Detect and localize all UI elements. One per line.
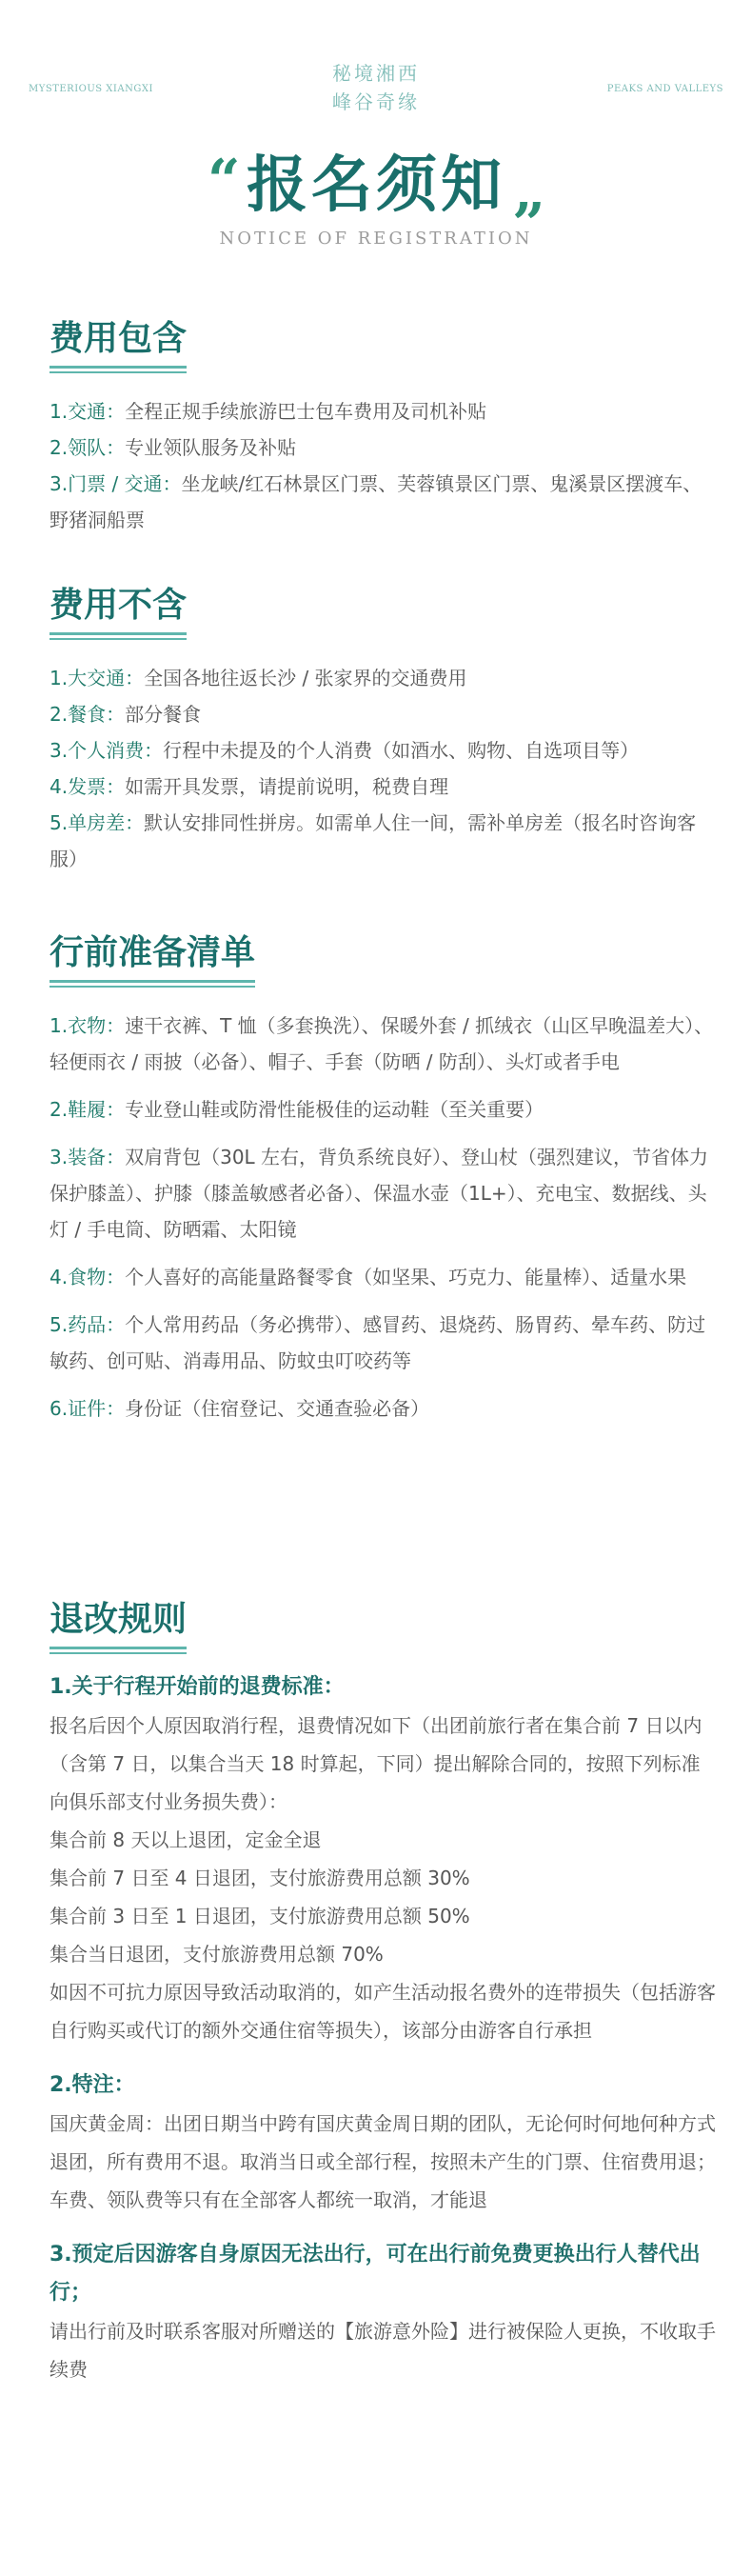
list-item <box>49 732 716 769</box>
list-item <box>49 805 716 877</box>
item-text: 个人喜好的高能量路餐零食（如坚果、巧克力、能量棒）、适量水果 <box>125 1266 687 1288</box>
item-text: 部分餐食 <box>125 703 202 726</box>
refund-line: 集合前 8 天以上退团，定金全退 <box>49 1828 322 1851</box>
item-text: 身份证（住宿登记、交通查验必备） <box>125 1397 430 1420</box>
item-label: 3.门票 / 交通： <box>49 472 182 495</box>
refund-paragraph-4: 请出行前及时联系客服对所赠送的【旅游意外险】进行被保险人更换，不收取手续费 <box>49 2320 716 2381</box>
section-fees-included <box>49 314 716 538</box>
refund-paragraph-3: 国庆黄金周：出团日期当中跨有国庆黄金周日期的团队，无论何时何地何种方式退团，所有费用不退。取消当日或全部行程，按照未产生的门票、住宿费用退；车费、领队费等只有在全部客人都统一取消，才能退 <box>49 2112 716 2211</box>
item-text: 全程正规手续旅游巴士包车费用及司机补贴 <box>125 400 487 423</box>
list-item <box>49 660 716 696</box>
section-fees-excluded <box>49 581 716 877</box>
item-text: 个人常用药品（务必携带）、感冒药、退烧药、肠胃药、晕车药、防过敏药、创可贴、消毒用品、防蚊虫叮咬药等 <box>49 1313 706 1372</box>
list-item <box>49 1259 716 1295</box>
item-label: 1.衣物： <box>49 1014 126 1037</box>
list-item <box>49 1091 716 1128</box>
item-label: 4.食物： <box>49 1266 126 1288</box>
header-left-english: MYSTERIOUS XIANGXI <box>29 84 153 94</box>
refund-line: 集合前 7 日至 4 日退团，支付旅游费用总额 30% <box>49 1867 470 1889</box>
refund-paragraph-1: 报名后因个人原因取消行程，退费情况如下（出团前旅行者在集合前 7 日以内（含第 7 日，以集合当天 18 时算起，下同）提出解除合同的，按照下列标准向俱乐部支付业务损失费）： <box>49 1714 703 1813</box>
item-text: 双肩背包（30L 左右，背负系统良好）、登山杖（强烈建议，节省体力保护膝盖）、护膝（膝盖敏感者必备）、保温水壶（1L+）、充电宝、数据线、头灯 / 手电筒、防晒霜、太阳镜 <box>49 1146 709 1241</box>
section-refund-rules <box>49 1595 716 2388</box>
refund-subheading-2: 2.特注： <box>49 2073 135 2097</box>
list-item <box>49 1307 716 1379</box>
header-center-line1: 秘境湘西 <box>332 62 420 85</box>
item-text: 如需开具发票，请提前说明，税费自理 <box>125 775 449 798</box>
item-label: 1.交通： <box>49 400 126 423</box>
list-item <box>49 696 716 732</box>
item-text: 坐龙峡/红石林景区门票、芙蓉镇景区门票、鬼溪景区摆渡车、野猪洞船票 <box>49 472 703 531</box>
refund-subheading-1: 1.关于行程开始前的退费标准： <box>49 1675 345 1699</box>
refund-paragraph-2: 如因不可抗力原因导致活动取消的，如产生活动报名费外的连带损失（包括游客自行购买或代订的额外交通住宿等损失），该部分由游客自行承担 <box>49 1981 716 2042</box>
list-item <box>49 1390 716 1427</box>
refund-subheading-3: 3.预定后因游客自身原因无法出行，可在出行前免费更换出行人替代出行； <box>49 2243 701 2305</box>
list-item <box>49 1008 716 1080</box>
item-label: 2.餐食： <box>49 703 126 726</box>
section-preparation-checklist <box>49 929 716 1438</box>
item-text: 专业登山鞋或防滑性能极佳的运动鞋（至关重要） <box>125 1098 544 1121</box>
header-right-english: PEAKS AND VALLEYS <box>606 84 723 94</box>
item-text: 速干衣裤、T 恤（多套换洗）、保暖外套 / 抓绒衣（山区早晚温差大）、轻便雨衣 / 雨披（必备）、帽子、手套（防晒 / 防刮）、头灯或者手电 <box>49 1014 714 1073</box>
page-title: 报名须知 <box>247 150 505 221</box>
list-item <box>49 769 716 805</box>
title-block <box>0 143 752 258</box>
section-heading: 费用包含 <box>49 314 187 369</box>
item-label: 6.证件： <box>49 1397 126 1420</box>
checklist-list <box>49 1008 716 1427</box>
list-item <box>49 466 716 538</box>
item-text: 默认安排同性拼房。如需单人住一间，需补单房差（报名时咨询客服） <box>49 811 697 870</box>
included-list <box>49 393 716 538</box>
close-quote-mark: ” <box>512 191 545 258</box>
page-subtitle: NOTICE OF REGISTRATION <box>219 229 533 249</box>
item-text: 行程中未提及的个人消费（如酒水、购物、自选项目等） <box>163 739 640 762</box>
item-text: 全国各地往返长沙 / 张家界的交通费用 <box>144 667 467 689</box>
section-heading: 退改规则 <box>49 1595 187 1649</box>
refund-line: 集合当日退团，支付旅游费用总额 70% <box>49 1943 384 1966</box>
section-heading: 行前准备清单 <box>49 929 255 983</box>
item-label: 2.鞋履： <box>49 1098 126 1121</box>
item-label: 1.大交通： <box>49 667 145 689</box>
refund-content <box>49 1668 716 2388</box>
item-label: 2.领队： <box>49 436 126 459</box>
item-label: 3.装备： <box>49 1146 126 1168</box>
item-label: 4.发票： <box>49 775 126 798</box>
excluded-list <box>49 660 716 877</box>
header-center-line2: 峰谷奇缘 <box>332 90 420 113</box>
section-heading: 费用不含 <box>49 581 187 635</box>
item-text: 专业领队服务及补贴 <box>125 436 297 459</box>
item-label: 5.药品： <box>49 1313 126 1336</box>
list-item <box>49 429 716 466</box>
refund-line: 集合前 3 日至 1 日退团，支付旅游费用总额 50% <box>49 1905 470 1927</box>
list-item <box>49 393 716 429</box>
list-item <box>49 1139 716 1248</box>
open-quote-mark: “ <box>208 148 241 214</box>
item-label: 5.单房差： <box>49 811 145 834</box>
item-label: 3.个人消费： <box>49 739 164 762</box>
